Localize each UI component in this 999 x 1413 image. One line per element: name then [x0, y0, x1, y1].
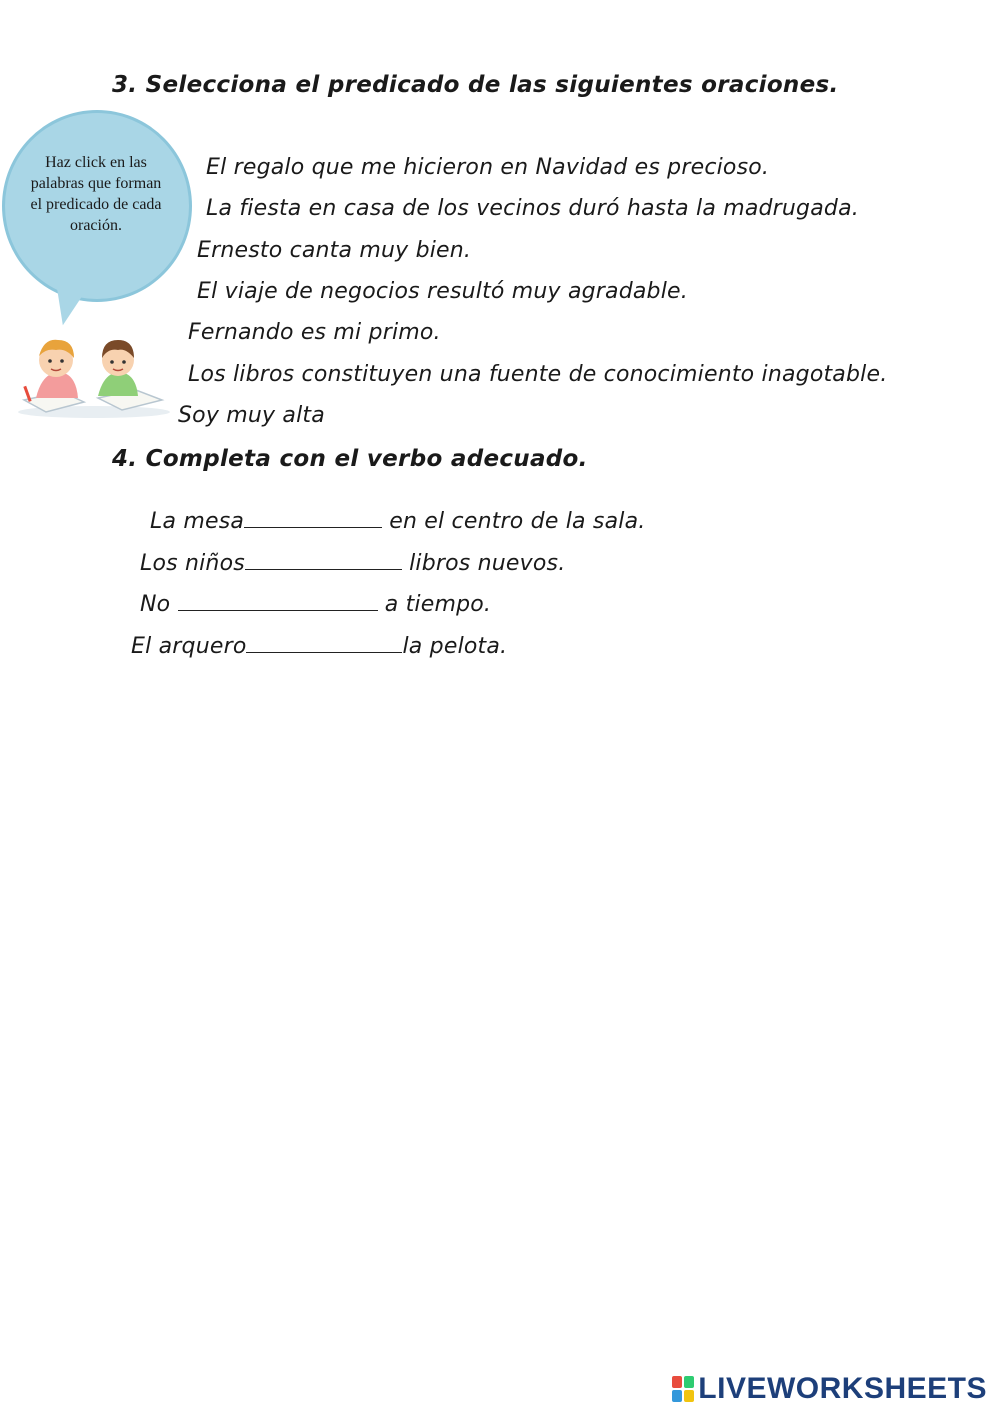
fill-item-1: [150, 509, 645, 534]
fill-item-3-after: a tiempo.: [377, 592, 492, 617]
fill-item-2-after: libros nuevos.: [401, 551, 566, 576]
fill-item-4: [131, 634, 507, 659]
sentence-1[interactable]: El regalo que me hicieron en Navidad es precioso.: [206, 155, 770, 180]
fill-item-2: [140, 551, 565, 576]
instruction-text: Haz click en las palabras que forman el predicado de cada oración.: [30, 154, 162, 234]
fill-blank-1[interactable]: [244, 509, 382, 528]
fill-item-1-before: La mesa: [150, 509, 245, 534]
children-reading-illustration: [14, 328, 174, 420]
fill-item-3-before: No: [140, 592, 178, 617]
sentence-3[interactable]: Ernesto canta muy bien.: [197, 238, 472, 263]
fill-blank-2[interactable]: [245, 551, 402, 570]
fill-blank-3[interactable]: [178, 592, 378, 611]
sentence-5[interactable]: Fernando es mi primo.: [188, 320, 441, 345]
fill-blank-4[interactable]: [246, 634, 402, 653]
speech-bubble-tail: [49, 278, 91, 329]
fill-item-1-after: en el centro de la sala.: [382, 509, 646, 534]
fill-item-4-after: la pelota.: [402, 634, 508, 659]
section4-heading: 4. Completa con el verbo adecuado.: [112, 446, 588, 472]
sentence-4[interactable]: El viaje de negocios resultó muy agradable.: [197, 279, 688, 304]
sentence-7[interactable]: Soy muy alta: [178, 403, 325, 428]
fill-item-2-before: Los niños: [140, 551, 245, 576]
fill-item-4-before: El arquero: [131, 634, 247, 659]
liveworksheets-brand-text: LIVEWORKSHEETS: [698, 1372, 987, 1405]
sentence-2[interactable]: La fiesta en casa de los vecinos duró hasta la madrugada.: [206, 196, 859, 221]
liveworksheets-logo[interactable]: [672, 1372, 987, 1406]
section3-heading: 3. Selecciona el predicado de las siguientes oraciones.: [112, 72, 839, 98]
fill-item-3: [140, 592, 491, 617]
liveworksheets-logo-icon: [672, 1376, 694, 1402]
sentence-6[interactable]: Los libros constituyen una fuente de conocimiento inagotable.: [188, 362, 888, 387]
